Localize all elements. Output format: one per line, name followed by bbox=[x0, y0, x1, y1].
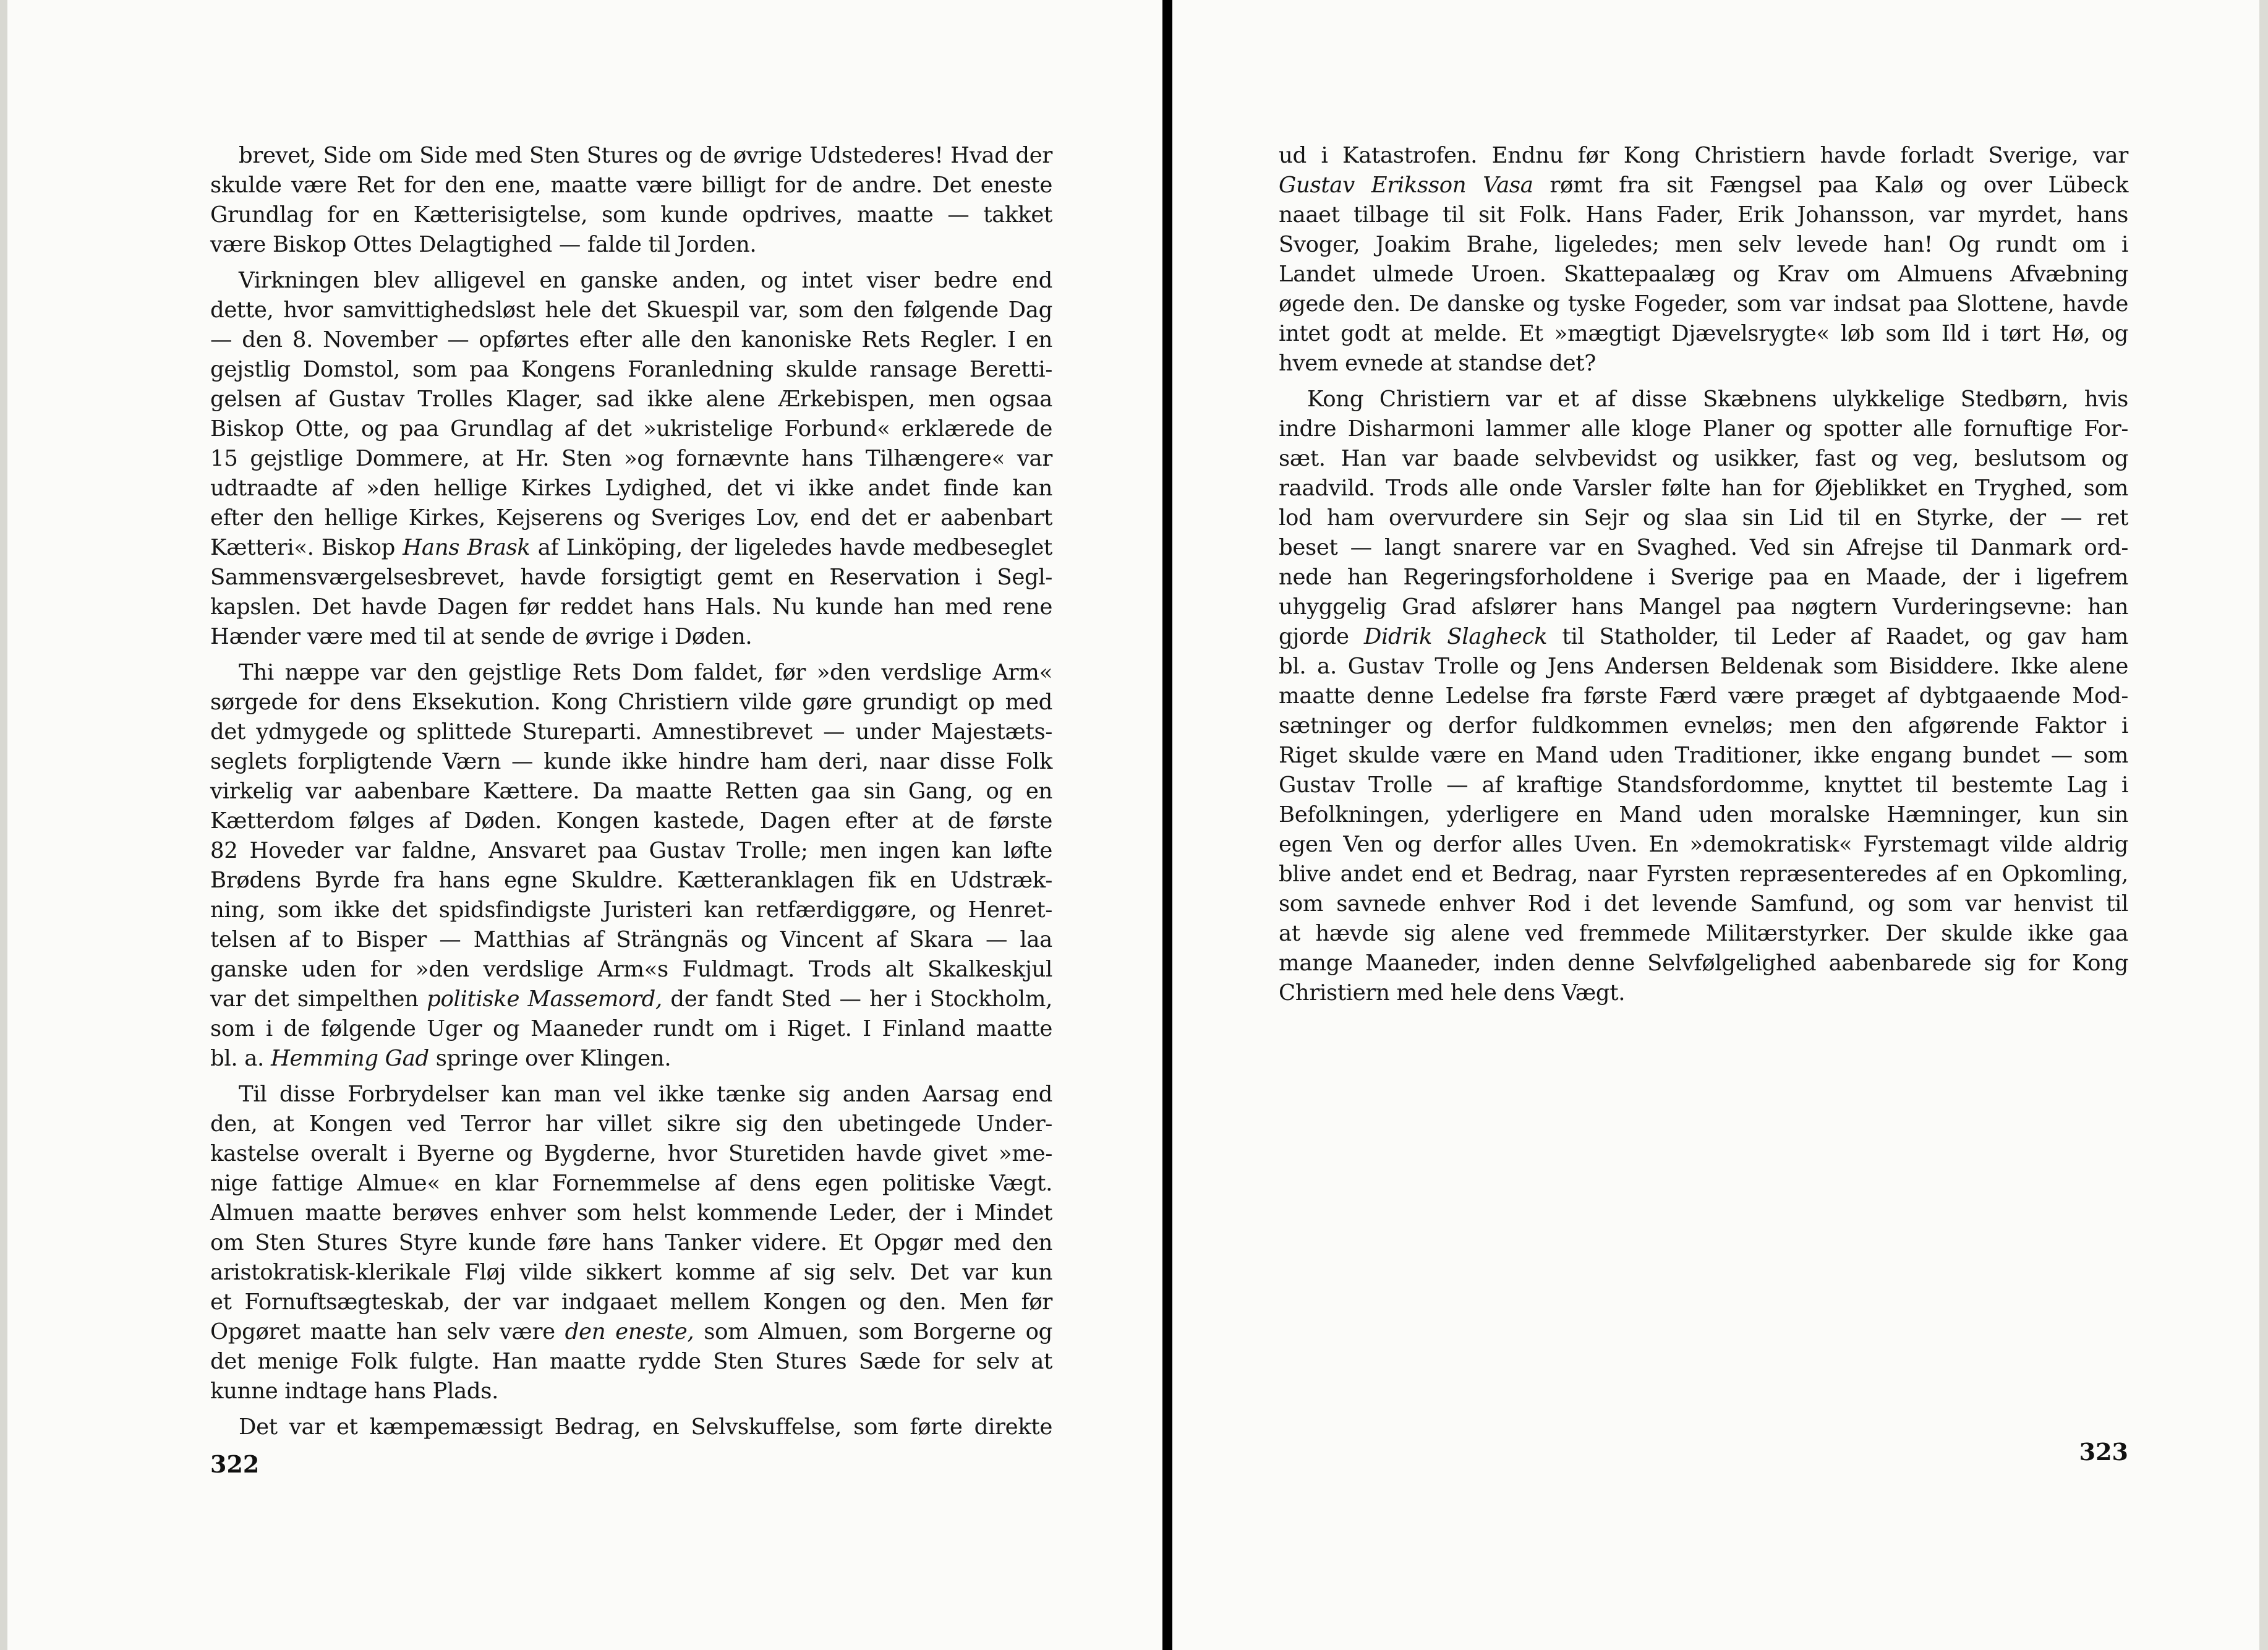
text-line bbox=[1279, 622, 2128, 652]
text-line: egen Ven og derfor alles Uven. En »demokratisk« Fyrstemagt vilde aldrig bbox=[1279, 832, 2128, 857]
text-line: hvem evnede at standse det? bbox=[1279, 351, 1596, 376]
text-line: — den 8. November — opførtes efter alle den kanoniske Rets Regler. I en bbox=[210, 327, 1052, 353]
text-line: den, at Kongen ved Terror har villet sikre sig den ubetingede Under- bbox=[210, 1111, 1052, 1137]
text-run: der fandt Sted — her i Stockholm, bbox=[662, 986, 1053, 1012]
text-line: bl. a. Gustav Trolle og Jens Andersen Beldenak som Bisiddere. Ikke alene bbox=[1279, 654, 2128, 679]
text-line: udtraadte af »den hellige Kirkes Lydighed, det vi ikke andet finde kan bbox=[210, 476, 1052, 501]
text-line: det ydmygede og splittede Stureparti. Amnestibrevet — under Majestæts- bbox=[210, 719, 1052, 745]
text-line: brevet,̦ Side om Side med Sten Stures og de øvrige Udstederes! Hvad der bbox=[239, 143, 1052, 168]
text-line: kapslen. Det havde Dagen før reddet hans Hals. Nu kunde han med rene bbox=[210, 594, 1052, 620]
text-line: sætninger og derfor fuldkommen evneløs; men den afgørende Faktor i bbox=[1279, 713, 2128, 738]
text-line: være Biskop Ottes Delagtighed — falde til Jorden. bbox=[210, 232, 757, 257]
text-line: Svoger, Joakim Brahe, ligeledes; men selv levede han! Og rundt om i bbox=[1279, 232, 2128, 257]
paragraph bbox=[210, 658, 1052, 1074]
page-number-left: 322 bbox=[210, 1450, 260, 1478]
text-line: beset — langt snarere var en Svaghed. Ved sin Afrejse til Danmark ord- bbox=[1279, 535, 2128, 560]
text-line: Befolkningen, yderligere en Mand uden moralske Hæmninger, kun sin bbox=[1279, 802, 2128, 827]
paragraph bbox=[210, 266, 1052, 652]
text-line bbox=[210, 1317, 1052, 1347]
text-line: nede han Regeringsforholdene i Sverige paa en Maade, der i ligefrem bbox=[1279, 565, 2128, 590]
text-line: Brødens Byrde fra hans egne Skuldre. Kætteranklagen fik en Udstræk- bbox=[210, 868, 1052, 893]
text-line: Det var et kæmpemæssigt Bedrag, en Selvskuffelse, som førte direkte bbox=[239, 1414, 1052, 1440]
italic-name: Didrik Slagheck bbox=[1363, 624, 1548, 649]
text-run: var det simpelthen bbox=[210, 986, 427, 1012]
text-line: Til disse Forbrydelser kan man vel ikke tænke sig anden Aarsag end bbox=[239, 1082, 1052, 1107]
page-edge bbox=[0, 0, 7, 1650]
paragraph bbox=[1279, 385, 2128, 1008]
text-line: Gustav Trolle — af kraftige Standsfordomme, knyttet til bestemte Lag i bbox=[1279, 772, 2128, 798]
text-line: seglets forpligtende Værn — kunde ikke hindre ham deri, naar disse Folk bbox=[210, 749, 1052, 774]
text-line: lod ham overvurdere sin Sejr og slaa sin Lid til en Styrke, der — ret bbox=[1279, 505, 2128, 531]
text-line: Riget skulde være en Mand uden Traditioner, ikke engang bundet — som bbox=[1279, 743, 2128, 768]
text-line: telsen af to Bisper — Matthias af Strängnäs og Vincent af Skara — laa bbox=[210, 927, 1052, 952]
text-line: om Sten Stures Styre kunde føre hans Tanker videre. Et Opgør med den bbox=[210, 1230, 1052, 1255]
text-line: 82 Hoveder var faldne, Ansvaret paa Gustav Trolle; men ingen kan løfte bbox=[210, 838, 1052, 863]
italic-name: den eneste, bbox=[565, 1319, 694, 1344]
italic-name: politiske Massemord, bbox=[427, 986, 662, 1012]
text-line: indre Disharmoni lammer alle kloge Planer og spotter alle fornuftige For- bbox=[1279, 416, 2128, 442]
paragraph bbox=[1279, 141, 2128, 378]
text-run: til Statholder, til Leder af Raadet, og gav ham bbox=[1547, 624, 2128, 649]
text-line: maatte denne Ledelse fra første Færd være præget af dybtgaaende Mod- bbox=[1279, 683, 2128, 709]
left-page-text bbox=[210, 141, 1052, 1442]
italic-name: Gustav Eriksson Vasa bbox=[1279, 173, 1533, 198]
text-line: sørgede for dens Eksekution. Kong Christiern vilde gøre grundigt op med bbox=[210, 690, 1052, 715]
text-run: som Almuen, som Borgerne og bbox=[694, 1319, 1052, 1344]
text-line: som savnede enhver Rod i det levende Samfund, og som var henvist til bbox=[1279, 891, 2128, 917]
text-run: bl. a. bbox=[210, 1046, 271, 1071]
right-page-text bbox=[1279, 141, 2128, 1008]
text-line bbox=[210, 1044, 1052, 1074]
text-line: som i de følgende Uger og Maaneder rundt om i Riget. I Finland maatte bbox=[210, 1016, 1052, 1041]
text-line: ganske uden for »den verdslige Arm«s Fuldmagt. Trods alt Skalkeskjul bbox=[210, 957, 1052, 982]
text-run: gjorde bbox=[1279, 624, 1364, 649]
right-page bbox=[1172, 0, 2268, 1650]
text-line: gejstlig Domstol, som paa Kongens Foranledning skulde ransage Beretti- bbox=[210, 357, 1052, 382]
text-line: at hævde sig alene ved fremmede Militærstyrker. Der skulde ikke gaa bbox=[1279, 921, 2128, 946]
text-line: kastelse overalt i Byerne og Bygderne, hvor Sturetiden havde givet »me- bbox=[210, 1141, 1052, 1166]
text-line: Landet ulmede Uroen. Skattepaalæg og Krav om Almuens Afvæbning bbox=[1279, 262, 2128, 287]
text-run: Kætteri«. Biskop bbox=[210, 535, 403, 560]
text-line: 15 gejstlige Dommere, at Hr. Sten »og fornævnte hans Tilhængere« var bbox=[210, 446, 1052, 471]
text-line: sæt. Han var baade selvbevidst og usikker, fast og veg, beslutsom og bbox=[1279, 446, 2128, 471]
text-line bbox=[210, 985, 1052, 1014]
italic-name: Hemming Gad bbox=[270, 1046, 429, 1071]
text-line: Kong Christiern var et af disse Skæbnens ulykkelige Stedbørn, hvis bbox=[1307, 387, 2128, 412]
text-line: virkelig var aabenbare Kættere. Da maatte Retten gaa sin Gang, og en bbox=[210, 779, 1052, 804]
text-line: kunne indtage hans Plads. bbox=[210, 1379, 499, 1404]
text-line bbox=[1279, 171, 2128, 200]
text-line: ud i Katastrofen. Endnu før Kong Christiern havde forladt Sverige, var bbox=[1279, 143, 2128, 168]
text-line: Almuen maatte berøves enhver som helst kommende Leder, der i Mindet bbox=[210, 1200, 1052, 1226]
text-line: raadvild. Trods alle onde Varsler følte han for Øjeblikket en Tryghed, som bbox=[1279, 476, 2128, 501]
text-run: af Linköping, der ligeledes havde medbeseglet bbox=[530, 535, 1052, 560]
text-run: rømt fra sit Fængsel paa Kalø og over Lübeck bbox=[1533, 173, 2128, 198]
text-run: Opgøret maatte han selv være bbox=[210, 1319, 565, 1344]
text-line: Grundlag for en Kætterisigtelse, som kunde opdrives, maatte — takket bbox=[210, 202, 1052, 228]
text-line: mange Maaneder, inden denne Selvfølgelighed aabenbarede sig for Kong bbox=[1279, 951, 2128, 976]
text-run: springe over Klingen. bbox=[428, 1046, 671, 1071]
paragraph bbox=[210, 1413, 1052, 1442]
text-line: dette, hvor samvittighedsløst hele det Skuespil var, som den følgende Dag bbox=[210, 297, 1052, 323]
text-line: Thi næppe var den gejstlige Rets Dom faldet, før »den verdslige Arm« bbox=[239, 660, 1052, 685]
text-line: blive andet end et Bedrag, naar Fyrsten repræsenteredes af en Opkomling, bbox=[1279, 861, 2128, 887]
italic-name: Hans Brask bbox=[403, 535, 531, 560]
text-line: uhyggelig Grad afslører hans Mangel paa nøgtern Vurderingsevne: han bbox=[1279, 594, 2128, 620]
text-line: det menige Folk fulgte. Han maatte rydde Sten Stures Sæde for selv at bbox=[210, 1349, 1052, 1374]
text-line bbox=[210, 533, 1052, 563]
text-line: ning, som ikke det spidsfindigste Juristeri kan retfærdiggøre, og Henret- bbox=[210, 897, 1052, 923]
text-line: gelsen af Gustav Trolles Klager, sad ikke alene Ærkebispen, men ogsaa bbox=[210, 387, 1052, 412]
text-line: Biskop Otte, og paa Grundlag af det »ukristelige Forbund« erklærede de bbox=[210, 416, 1052, 442]
text-line: intet godt at melde. Et »mægtigt Djævelsrygte« løb som Ild i tørt Hø, og bbox=[1279, 321, 2128, 346]
text-line: aristokratisk-klerikale Fløj vilde sikkert komme af sig selv. Det var kun bbox=[210, 1260, 1052, 1285]
paragraph bbox=[210, 1080, 1052, 1406]
page-number-right: 323 bbox=[2079, 1438, 2128, 1466]
text-line: et Fornuftsægteskab, der var indgaaet mellem Kongen og den. Men før bbox=[210, 1289, 1052, 1315]
text-line: Sammensværgelsesbrevet, havde forsigtigt gemt en Reservation i Segl- bbox=[210, 565, 1052, 590]
paragraph bbox=[210, 141, 1052, 260]
text-line: nige fattige Almue« en klar Fornemmelse af dens egen politiske Vægt. bbox=[210, 1171, 1052, 1196]
text-line: Hænder være med til at sende de øvrige i Døden. bbox=[210, 624, 752, 649]
text-line: Christiern med hele dens Vægt. bbox=[1279, 980, 1626, 1006]
text-line: Kætterdom følges af Døden. Kongen kastede, Dagen efter at de første bbox=[210, 808, 1052, 834]
text-line: efter den hellige Kirkes, Kejserens og Sveriges Lov, end det er aabenbart bbox=[210, 505, 1052, 531]
text-line: Virkningen blev alligevel en ganske anden, og intet viser bedre end bbox=[239, 268, 1052, 293]
page-edge bbox=[2259, 0, 2268, 1650]
text-line: øgede den. De danske og tyske Fogeder, som var indsat paa Slottene, havde bbox=[1279, 291, 2128, 317]
text-line: naaet tilbage til sit Folk. Hans Fader, Erik Johansson, var myrdet, hans bbox=[1279, 202, 2128, 228]
text-line: skulde være Ret for den ene, maatte være billigt for de andre. Det eneste bbox=[210, 173, 1052, 198]
